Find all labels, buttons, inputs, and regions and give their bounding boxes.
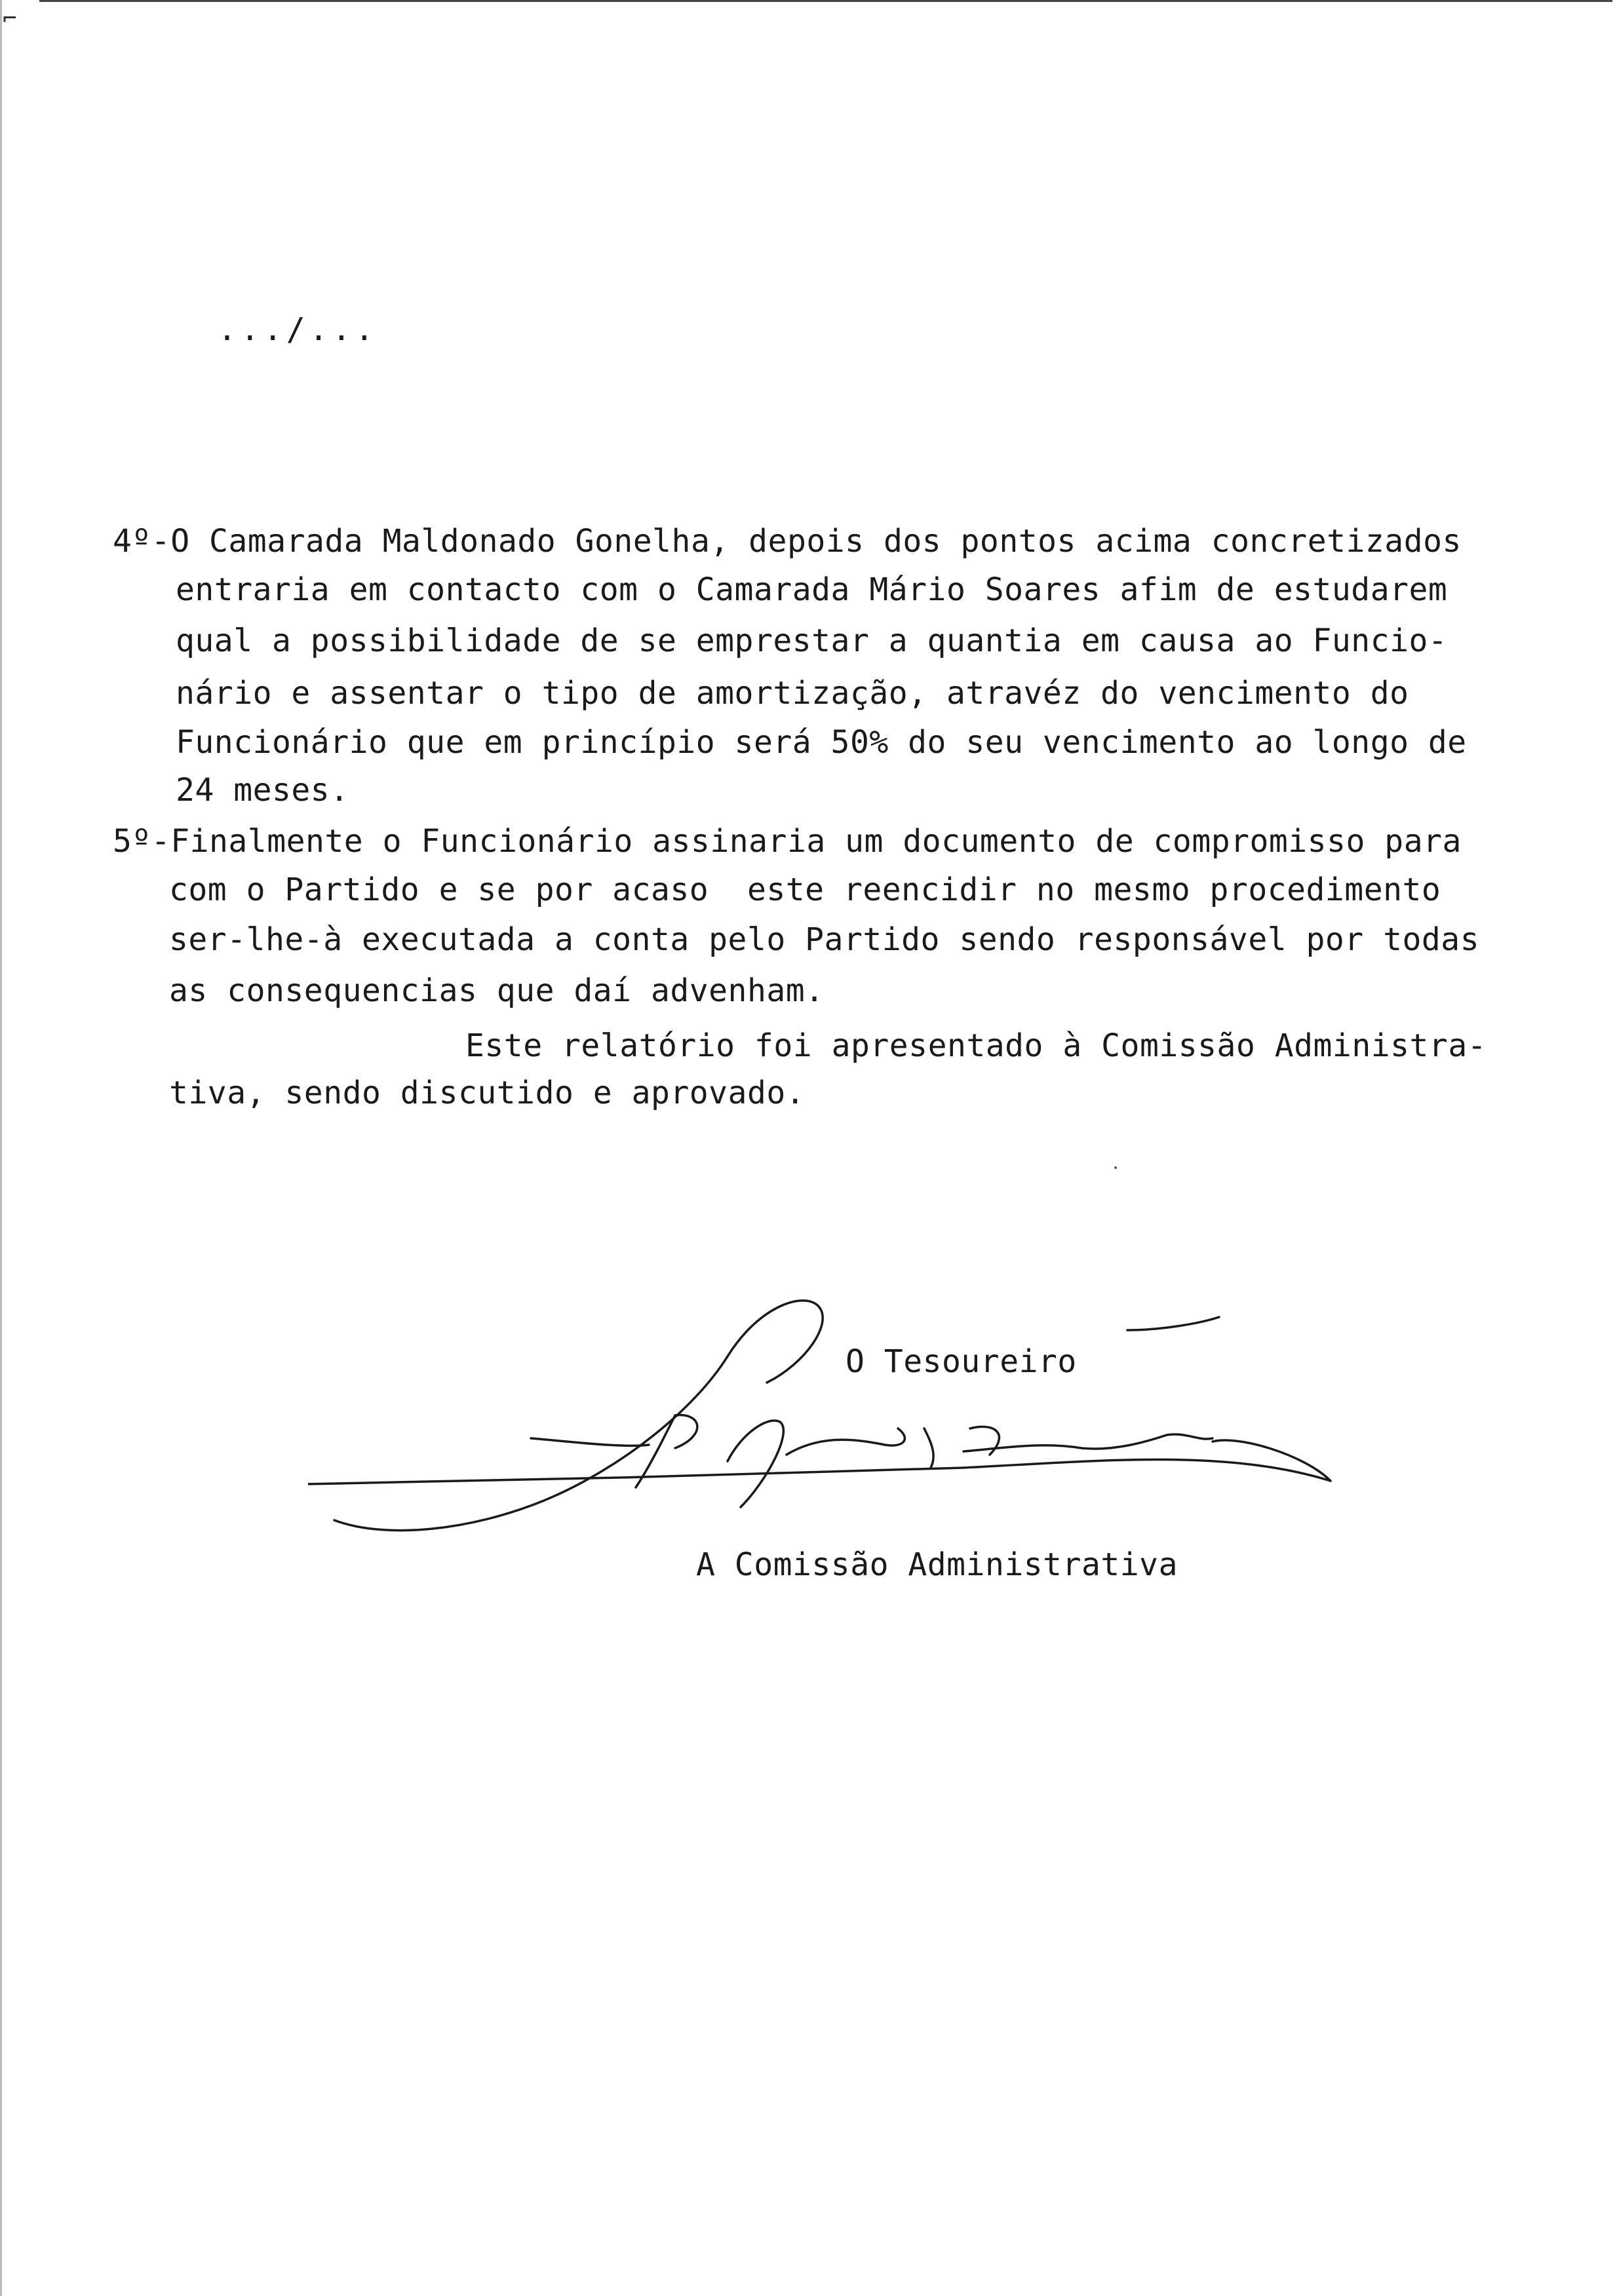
corner-mark: ⌐ xyxy=(3,5,17,32)
body-line-8: com o Partido e se por acaso este reencidir no mesmo procedimento xyxy=(169,871,1441,908)
body-line-3: qual a possibilidade de se emprestar a quantia em causa ao Funcio- xyxy=(176,622,1448,659)
body-line-9: ser-lhe-à executada a conta pelo Partido sendo responsável por todas xyxy=(169,921,1480,958)
body-line-6: 24 meses. xyxy=(176,772,349,809)
body-line-5: Funcionário que em princípio será 50% do seu vencimento ao longo de xyxy=(176,724,1467,761)
page-top-edge xyxy=(39,0,1612,2)
continuation-mark: .../... xyxy=(218,311,378,348)
committee-label: A Comissão Administrativa xyxy=(696,1546,1178,1583)
page-left-edge xyxy=(0,0,2,2296)
body-line-4: nário e assentar o tipo de amortização, atravéz do vencimento do xyxy=(176,675,1409,712)
body-line-11: Este relatório foi apresentado à Comissão Administra- xyxy=(465,1027,1487,1064)
body-line-10: as consequencias que daí advenham. xyxy=(169,972,825,1009)
body-line-12: tiva, sendo discutido e aprovado. xyxy=(169,1075,806,1111)
body-line-1: 4º-O Camarada Maldonado Gonelha, depois dos pontos acima concretizados xyxy=(113,523,1462,560)
treasurer-label: O Tesoureiro xyxy=(846,1343,1077,1380)
body-line-7: 5º-Finalmente o Funcionário assinaria um documento de compromisso para xyxy=(113,823,1462,860)
handwritten-signature xyxy=(308,1284,1357,1559)
ink-speck xyxy=(1114,1166,1117,1169)
body-line-2: entraria em contacto com o Camarada Mário Soares afim de estudarem xyxy=(176,571,1448,608)
